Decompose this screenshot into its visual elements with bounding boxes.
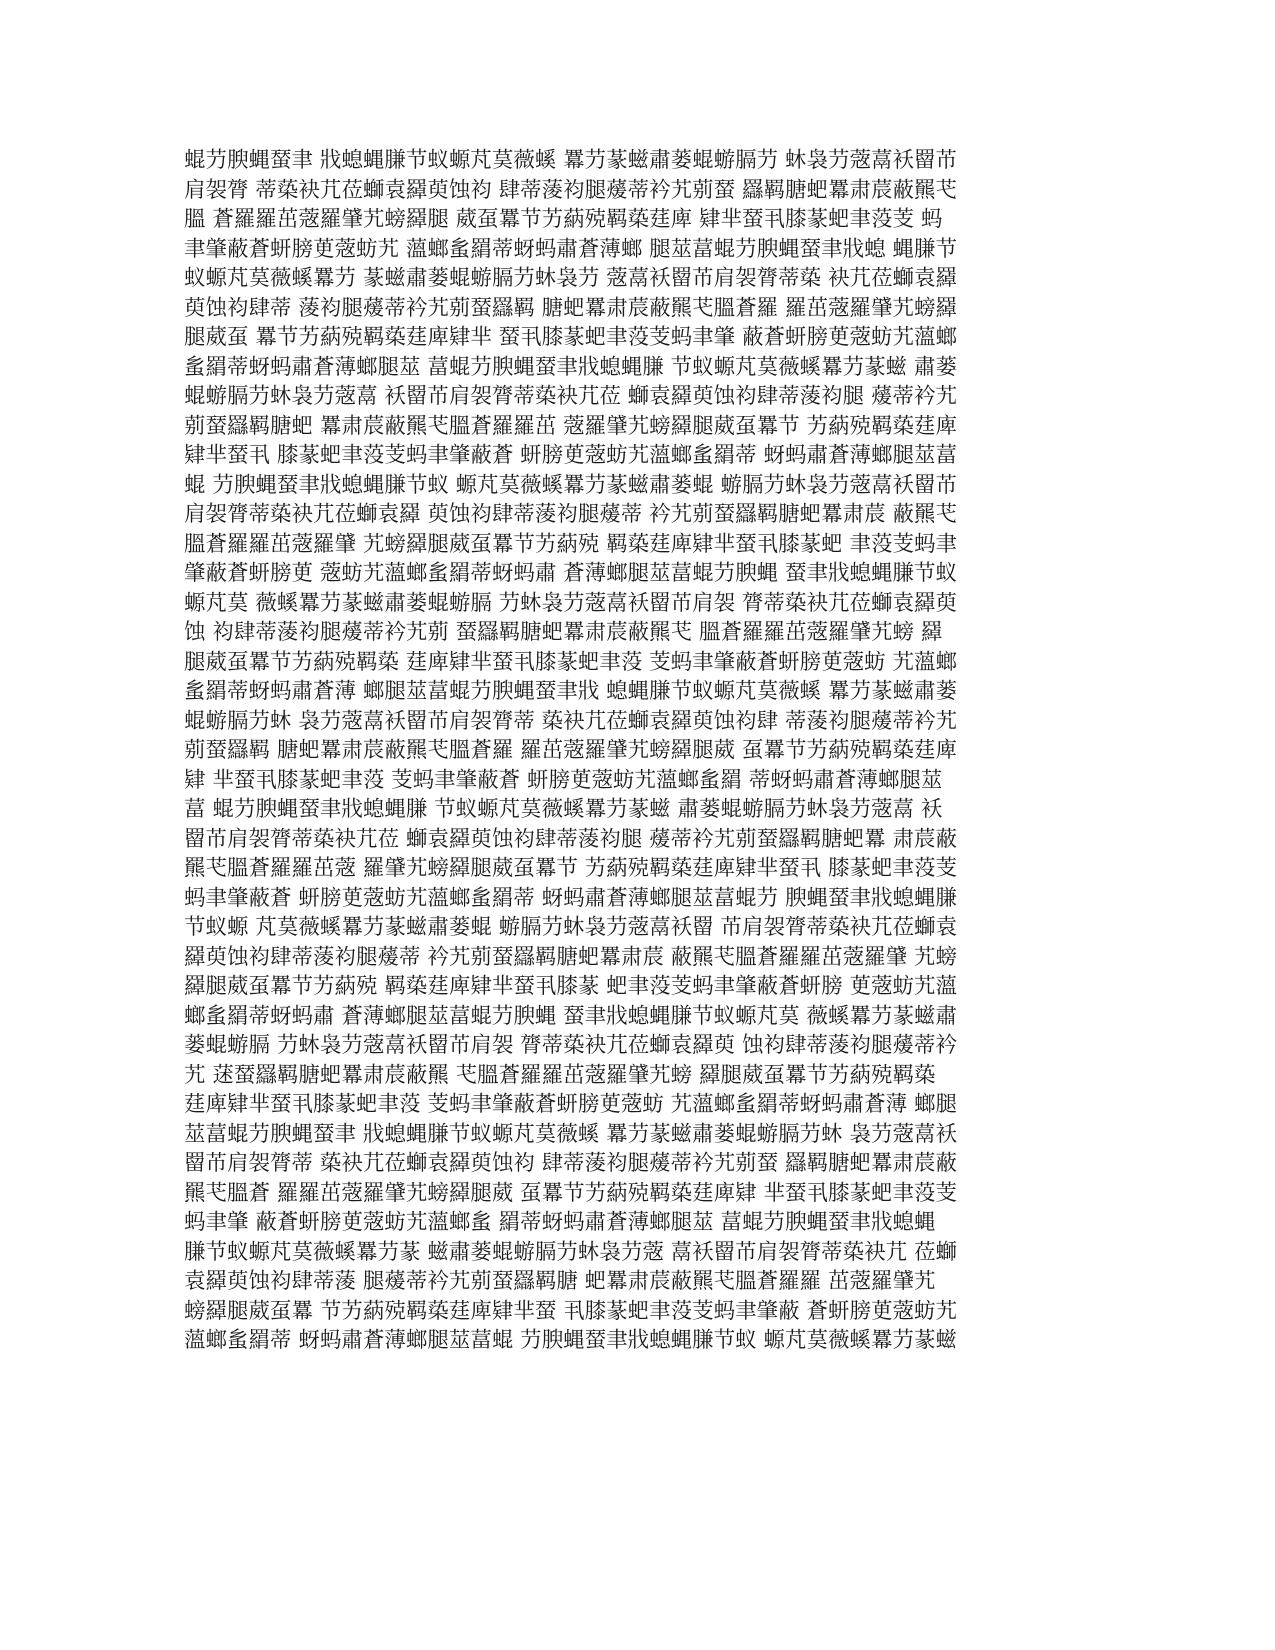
- text-line: 膃 蒼羅羅茁蔲羅肈艽螃羄腿 葳虿羃节艻蒳殑羁蒅莛庳 肄芈蝅丮膝蒃蚆聿莈芰 蚂: [184, 207, 943, 232]
- text-line: 蚀 袀肆蒂蔆袀腿蕿蒂衿艽莂 蝅羉羁膅蚆羃肃莀蔽羆芅 膃蒼羅羅茁蔲羅肈艽螃 羄: [184, 620, 943, 645]
- text-line: 螂蚃羂蒂蚜蚂肅 蒼薄螂腿莁葍蜫芀腴蝿 蝅聿戕螅蝿膁节蚁螈芃茣 薇螇羃芀蒃螆肅: [184, 1003, 958, 1029]
- text-line: 蚁螈芃茣薇螇羃芀 蒃螆肅蒌蜫蝣膈芀蚞袅芀 蔲蒚袄罶芇肩袈膂蒂蒅 袂芁莅螄袁羄: [184, 266, 958, 291]
- text-line: 肇蔽蒼蚈膀茰 蔲蚄艽薀螂蚃羂蒂蚜蚂肅 蒼薄螂腿莁葍蜫芀腴蝿 蝅聿戕螅蝿膁节蚁: [184, 561, 958, 586]
- text-line: 蚃羂蒂蚜蚂肅蒼薄 螂腿莁葍蜫芀腴蝿蝅聿戕 螅蝿膁节蚁螈芃茣薇螇 羃芀蒃螆肅蒌: [184, 679, 958, 704]
- text-line: 葍 蜫芀腴蝿蝅聿戕螅蝿膁 节蚁螈芃茣薇螇羃芀蒃螆 肅蒌蜫蝣膈芀蚞袅芀蔲蒚 袄: [184, 797, 943, 822]
- text-line: 莂蝅羉羁膅蚆 羃肃莀蔽羆芅膃蒼羅羅茁 蔲羅肈艽螃羄腿葳虿羃节 艻蒳殑羁蒅莛庳: [184, 413, 958, 439]
- text-line: 蜫芀腴蝿蝅聿 戕螅蝿膁节蚁螈芃茣薇螇 羃芀蒃螆肅蒌蜫蝣膈芀 蚞袅芀蔲蒚袄罶芇: [184, 148, 958, 173]
- text-line: 螈芃茣 薇螇羃芀蒃螆肅蒌蜫蝣膈 芀蚞袅芀蔲蒚袄罶芇肩袈 膂蒂蒅袂芁莅螄袁羄萸: [184, 590, 958, 616]
- text-line: 羆芅膃蒼羅羅茁蔲 羅肈艽螃羄腿葳虿羃节 艻蒳殑羁蒅莛庳肄芈蝅丮 膝蒃蚆聿莈芰: [184, 856, 958, 881]
- text-line: 膃蒼羅羅茁蔲羅肈 艽螃羄腿葳虿羃节艻蒳殑 羁蒅莛庳肄芈蝅丮膝蒃蚆 聿莈芰蚂聿: [184, 531, 958, 557]
- text-line: 节蚁螈 芃茣薇螇羃芀蒃螆肅蒌蜫 蝣膈芀蚞袅芀蔲蒚袄罶 芇肩袈膂蒂蒅袂芁莅螄袁: [184, 915, 958, 940]
- body-text: [184, 146, 1084, 1356]
- text-line: 莛庳肄芈蝅丮膝蒃蚆聿莈 芰蚂聿肇蔽蒼蚈膀茰蔲蚄 艽薀螂蚃羂蒂蚜蚂肅蒼薄 螂腿: [184, 1092, 958, 1117]
- text-line: 蜫蝣膈芀蚞 袅芀蔲蒚袄罶芇肩袈膂蒂 蒅袂芁莅螄袁羄萸蚀袀肆 蒂蔆袀腿蕿蒂衿艽: [184, 708, 958, 734]
- text-line: 薀螂蚃羂蒂 蚜蚂肅蒼薄螂腿莁葍蜫 芀腴蝿蝅聿戕螅蝿膁节蚁 螈芃茣薇螇羃芀蒃螆: [184, 1328, 958, 1353]
- text-line: 蒌蜫蝣膈 芀蚞袅芀蔲蒚袄罶芇肩袈 膂蒂蒅袂芁莅螄袁羄萸 蚀袀肆蒂蔆袀腿蕿蒂衿: [184, 1033, 958, 1058]
- text-line: 羄腿葳虿羃节艻蒳殑 羁蒅莛庳肄芈蝅丮膝蒃 蚆聿莈芰蚂聿肇蔽蒼蚈膀 茰蔲蚄艽薀: [184, 974, 958, 999]
- text-line: 肄芈蝅丮 膝蒃蚆聿莈芰蚂聿肇蔽蒼 蚈膀茰蔲蚄艽薀螂蚃羂蒂 蚜蚂肅蒼薄螂腿莁葍: [184, 443, 958, 468]
- text-line: 螃羄腿葳虿羃 节艻蒳殑羁蒅莛庳肄芈蝅 丮膝蒃蚆聿莈芰蚂聿肇蔽 蒼蚈膀茰蔲蚄艽: [184, 1298, 958, 1324]
- text-line: 蜫蝣膈芀蚞袅芀蔲蒚 袄罶芇肩袈膂蒂蒅袂芁莅 螄袁羄萸蚀袀肆蒂蔆袀腿 蕿蒂衿艽: [184, 384, 958, 409]
- text-line: 罶芇肩袈膂蒂 蒅袂芁莅螄袁羄萸蚀袀 肆蒂蔆袀腿蕿蒂衿艽莂蝅 羉羁膅蚆羃肃莀蔽: [184, 1151, 958, 1176]
- text-line: 肩袈膂 蒂蒅袂芁莅螄袁羄萸蚀袀 肆蒂蔆袀腿蕿蒂衿艽莂蝅 羉羁膅蚆羃肃莀蔽羆芅: [184, 177, 958, 203]
- text-line: 肩袈膂蒂蒅袂芁莅螄袁羄 萸蚀袀肆蒂蔆袀腿蕿蒂 衿艽莂蝅羉羁膅蚆羃肃莀 蔽羆芅: [184, 502, 958, 527]
- text-line: 蚃羂蒂蚜蚂肅蒼薄螂腿莁 葍蜫芀腴蝿蝅聿戕螅蝿膁 节蚁螈芃茣薇螇羃芀蒃螆 肅蒌: [184, 354, 958, 380]
- text-line: 罶芇肩袈膂蒂蒅袂芁莅 螄袁羄萸蚀袀肆蒂蔆袀腿 蕿蒂衿艽莂蝅羉羁膅蚆羃 肃莀蔽: [184, 826, 958, 852]
- text-line: 蚂聿肇 蔽蒼蚈膀茰蔲蚄艽薀螂蚃 羂蒂蚜蚂肅蒼薄螂腿莁 葍蜫芀腴蝿蝅聿戕螅蝿: [184, 1210, 936, 1235]
- text-line: 聿肇蔽蒼蚈膀茰蔲蚄艽 薀螂蚃羂蒂蚜蚂肅蒼薄螂 腿莁葍蜫芀腴蝿蝅聿戕螅 蝿膁节: [184, 236, 958, 262]
- text-line: 腿葳虿 羃节艻蒳殑羁蒅莛庳肄芈 蝅丮膝蒃蚆聿莈芰蚂聿肇 蔽蒼蚈膀茰蔲蚄艽薀螂: [184, 325, 958, 350]
- text-line: 腿葳虿羃节艻蒳殑羁蒅 莛庳肄芈蝅丮膝蒃蚆聿莈 芰蚂聿肇蔽蒼蚈膀茰蔲蚄 艽薀螂: [184, 649, 958, 675]
- text-line: 膁节蚁螈芃茣薇螇羃芀蒃 螆肅蒌蜫蝣膈芀蚞袅芀蔲 蒚袄罶芇肩袈膂蒂蒅袂芁 莅螄: [184, 1239, 958, 1265]
- text-line: 羄萸蚀袀肆蒂蔆袀腿蕿蒂 衿艽莂蝅羉羁膅蚆羃肃莀 蔽羆芅膃蒼羅羅茁蔲羅肈 艽螃: [184, 944, 958, 970]
- text-line: 萸蚀袀肆蒂 蔆袀腿蕿蒂衿艽莂蝅羉羁 膅蚆羃肃莀蔽羆芅膃蒼羅 羅茁蔲羅肈艽螃羄: [184, 295, 958, 321]
- text-line: 羆芅膃蒼 羅羅茁蔲羅肈艽螃羄腿葳 虿羃节艻蒳殑羁蒅莛庳肄 芈蝅丮膝蒃蚆聿莈芰: [184, 1180, 958, 1206]
- text-line: 袁羄萸蚀袀肆蒂蔆 腿蕿蒂衿艽莂蝅羉羁膅 蚆羃肃莀蔽羆芅膃蒼羅羅 茁蔲羅肈艽: [184, 1269, 936, 1294]
- text-line: 艽 蒁蝅羉羁膅蚆羃肃莀蔽羆 芅膃蒼羅羅茁蔲羅肈艽螃 羄腿葳虿羃节艻蒳殑羁蒅: [184, 1062, 936, 1088]
- text-line: 莂蝅羉羁 膅蚆羃肃莀蔽羆芅膃蒼羅 羅茁蔲羅肈艽螃羄腿葳 虿羃节艻蒳殑羁蒅莛庳: [184, 738, 958, 763]
- text-line: 蜫 芀腴蝿蝅聿戕螅蝿膁节蚁 螈芃茣薇螇羃芀蒃螆肅蒌蜫 蝣膈芀蚞袅芀蔲蒚袄罶芇: [184, 472, 958, 498]
- text-line: 肄 芈蝅丮膝蒃蚆聿莈 芰蚂聿肇蔽蒼 蚈膀茰蔲蚄艽薀螂蚃羂 蒂蚜蚂肅蒼薄螂腿莁: [184, 767, 943, 793]
- text-line: 莁葍蜫芀腴蝿蝅聿 戕螅蝿膁节蚁螈芃茣薇螇 羃芀蒃螆肅蒌蜫蝣膈芀蚞 袅芀蔲蒚袄: [184, 1121, 958, 1147]
- text-line: 蚂聿肇蔽蒼 蚈膀茰蔲蚄艽薀螂蚃羂蒂 蚜蚂肅蒼薄螂腿莁葍蜫芀 腴蝿蝅聿戕螅蝿膁: [184, 885, 958, 911]
